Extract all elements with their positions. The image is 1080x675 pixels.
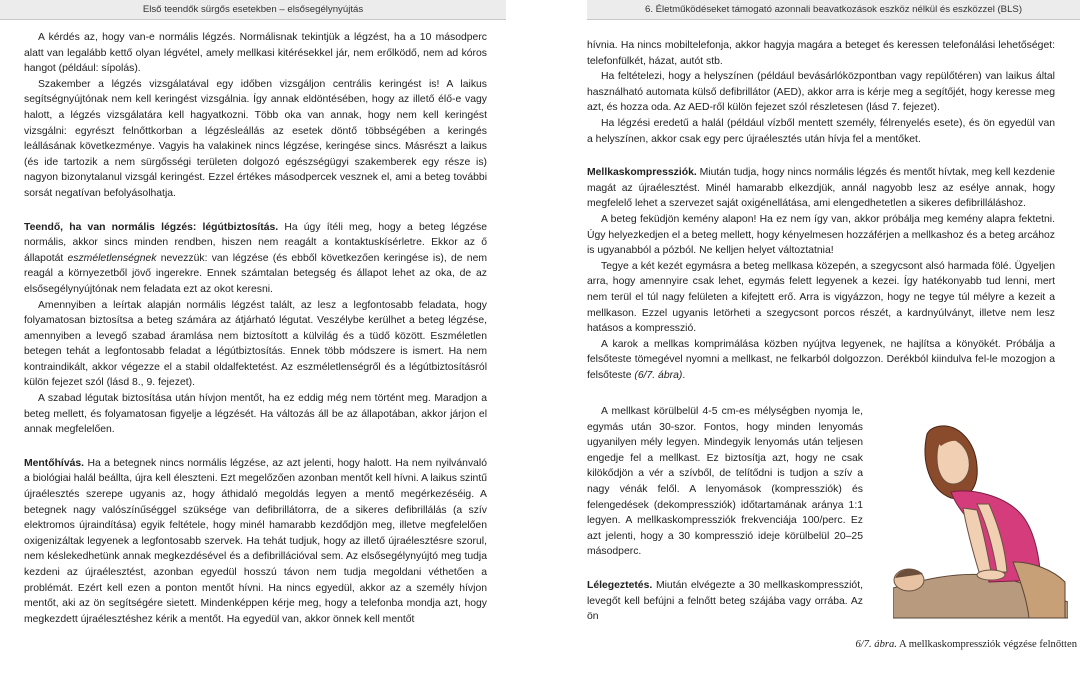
paragraph: A mellkast körülbelül 4-5 cm-es mélységben nyomja le, egymás után 30-szor. Fontos, hogy minden lenyomás ugyanilyen mély legyen. Mindegyik lenyomás után teljesen engedje fel a mellkast. Ez biztosítja azt, hogy ne csak kilökődjön a vér a szívből, de telítődni is tudjon a szív a nagy vénák felől. A lenyomások (kompressziók) és felengedések (dekompressziók) időtartamának aránya 1:1 legyen. A mellkaskompressziók frekvenciája 100/perc. Ez azt jelenti, hogy a 30 kompresszió ideje körülbelül 20–25 másodperc. — [587, 406, 863, 558]
right-page — [563, 0, 1080, 675]
figure-caption — [623, 639, 1077, 650]
paragraph: A kérdés az, hogy van-e normális légzés. Normálisnak tekintjük a légzést, ha a 10 másodperc alatt van legalább kettő olyan légvétel, amely mellkasi kitérésekkel jár, nem erőlködő, nem ad kóros hangot (például: sípolás). — [24, 32, 487, 75]
chest-compression-illustration — [893, 412, 1068, 630]
figure-caption-number: 6/7. ábra. — [855, 639, 897, 650]
running-header-left: Első teendők sürgős esetekben – elsősegélynyújtás — [0, 0, 506, 20]
section-heading-airway: Teendő, ha van normális légzés: légútbiztosítás. — [24, 221, 279, 233]
right-text-column — [587, 38, 1055, 383]
paragraph: Ha légzési eredetű a halál (például vízből mentett személy, félrenyelés esete), és ön egyedül van a helyszínen, akkor csak egy perc újraélesztés után hívja fel a mentőket. — [587, 117, 1055, 145]
paragraph-airway: Teendő, ha van normális légzés: légútbiztosítás. Ha úgy ítéli meg, hogy a beteg légzése normális, akkor sincs minden rendben, hiszen nem reagált a kontaktuskísérletre. Ekkor az ő állapotát eszméletlenségnek nevezzük: van légzése (és ebből következően keringése is), de nem reagál a környezetből jövő ingerekre. Ennek számtalan betegség és állapot lehet az oka, de az elsősegélynyújtónak nem feladata ezt az okot keresni. — [24, 221, 487, 295]
paragraph: Tegye a két kezét egymásra a beteg mellkasa közepén, a szegycsont alsó harmada fölé. Ügyeljen arra, hogy amennyire csak lehet, egymás felett legyenek a kezei. Így hatékonyabb tud lenni, mert nem terül el túl nagy felületen a kifejtett erő. Arra is vigyázzon, hogy ne tegye túl mélyre a kezeit a mellkason. Ezzel ugyanis letörheti a szegycsont porcos részét, a kardnyúlványt, illetve nem lesz hatásos a kompresszió. — [587, 260, 1055, 335]
right-narrow-column — [587, 404, 863, 625]
paragraph-ambulance-call: Mentőhívás. Ha a betegnek nincs normális légzése, az azt jelenti, hogy halott. Ha nem nyilvánvaló a biológiai halál beállta, újra kell éleszteni. Ezt megelőzően azonban mentőt kell hívni. A laikus szintű újraélesztés szerepe ugyanis az, hogy áthidaló megoldás legyen a mentő megérkezéséig. A betegnek nagy valószínűséggel szüksége van defibrillátorra, de a sikeres defibrillálás (a szív elektromos újraindítása) egyik feltétele, hogy minél hamarabb kezdődjön meg, illetve megfelelően oxigenizáltak legyenek a legfontosabb szervek. Ha tehát tudjuk, hogy az illető újraélesztésre szorul, nem késlekedhetünk annak megkezdésével és a defibrillációval sem. Az elsősegélynyújtó meg tudja kezdeni az újraélesztést, azonban egyedül hosszú távon nem tudja megoldani véthetően a problémát. Ezért kell ezen a ponton mentőt hívni. Ha nincs egyedül, akkor az a személy hívjon mentőt, aki az ön segítségére sietett. Mindenképpen kérje meg, hogy a telefonba mondja azt, hogy megkezdett újraélesztéshez kérik a mentőt. Ha egyedül van, akkor önnek kell mentőt — [24, 457, 487, 625]
paragraph: A beteg feküdjön kemény alapon! Ha ez nem így van, akkor próbálja meg kemény alapra fektetni. Úgy helyezkedjen el a beteg mellett, hogy kényelmesen hozzáférjen a mellkashoz és a beteg arcához is ugyanabból a pózból. Ne kelljen helyet változtatnia! — [587, 213, 1055, 257]
paragraph: Szakember a légzés vizsgálatával egy időben vizsgáljon centrális keringést is! A laikus segítségnyújtónak nem kell keringést vizsgálnia. Így annak eldöntésében, hogy az illető élő-e vagy halott, a légzés vizsgálatára kell hagyatkozni. Több oka van annak, hogy nem kell keringést vizsgálni: egyrészt felnőttkorban a légzésleállás az esetek döntő többségében a keringés leállásának következménye. Vagyis ha valakinek nincs légzése, keringése sincs. Másrészt a laikus (és ide tartozik a nem sürgősségi területen dolgozó egészségügyi szakemberek egy része is) nagyon bizonytalanul vizsgál keringést. Ezzel értékes másodpercek vesznek el, ami a beteg további sorsát negatívan befolyásolhatja. — [24, 78, 487, 199]
figure-caption-text: A mellkaskompressziók végzése felnőtten — [896, 639, 1077, 650]
paragraph: Amennyiben a leírtak alapján normális légzést talált, az lesz a legfontosabb feladata, hogy folyamatosan biztosítsa a beteg számára az átjárható légutat. Veszélybe kerülhet a beteg légzése, amennyiben a levegő szabad áramlása nem biztosított a külvilág és a tüdő között. Eszméletlen betegen tehát a legfontosabb feladat a légútbiztosítás. Ennek több módszere is ismert. Ha nem kontraindikált, akkor végezze el a stabil oldalfektetést. Az eszméletlenségről és a légútbiztosításról külön fejezet szól (lásd 8., 9. fejezet). — [24, 299, 487, 389]
section-heading-chest-compressions: Mellkaskompressziók. — [587, 167, 697, 179]
left-page — [0, 0, 508, 675]
section-heading-ambulance-call: Mentőhívás. — [24, 457, 85, 469]
paragraph-ventilation: Lélegeztetés. Miután elvégezte a 30 mellkaskompressziót, levegőt kell befújni a felnőtt beteg szájába vagy orrába. Az ön — [587, 579, 863, 623]
running-header-right: 6. Életműködéseket támogató azonnali beavatkozások eszköz nélkül és eszközzel (BLS) — [587, 0, 1080, 20]
left-text-column — [24, 30, 487, 627]
page-gutter — [508, 0, 563, 675]
paragraph: A szabad légutak biztosítása után hívjon mentőt, ha ez eddig még nem történt meg. Maradjon a beteg mellett, és folyamatosan figyelje a légzését. Ha változás áll be az állapotában, akkor járjon el annak megfelelően. — [24, 393, 487, 436]
paragraph: Ha feltételezi, hogy a helyszínen (például bevásárlóközpontban vagy repülőtéren) van laikus által használható automata külső defibrillátor (AED), akkor arra is kérje meg a segítőjét, hogy keresse meg azt, és hozza oda. Az AED-ről külön fejezet szól részletesen (lásd 7. fejezet). — [587, 71, 1055, 114]
paragraph: A karok a mellkas komprimálása közben nyújtva legyenek, ne hajlítsa a könyökét. Próbálja a felsőteste tömegével nyomni a mellkast, ne felkarból dolgozzon. Derékból kiindulva fel-le mozogjon a felsőteste (6/7. ábra). — [587, 338, 1055, 381]
figure-reference: (6/7. ábra) — [634, 369, 683, 381]
section-heading-ventilation: Lélegeztetés. — [587, 579, 653, 591]
paragraph-chest-compressions: Mellkaskompressziók. Miután tudja, hogy nincs normális légzés és mentőt hívtak, meg kell kezdenie magát az újraélesztést. Minél hamarabb elkezdjük, annál nagyobb lesz az esélye annak, hogy megfelelő lehet a szervezet saját oxigénellátása, ami elengedhetetlen a sikeres defibrilláláshoz. — [587, 167, 1055, 210]
paragraph: hívnia. Ha nincs mobiltelefonja, akkor hagyja magára a beteget és keressen telefonálási lehetőséget: telefonfülkét, házat, autót stb. — [587, 40, 1055, 67]
